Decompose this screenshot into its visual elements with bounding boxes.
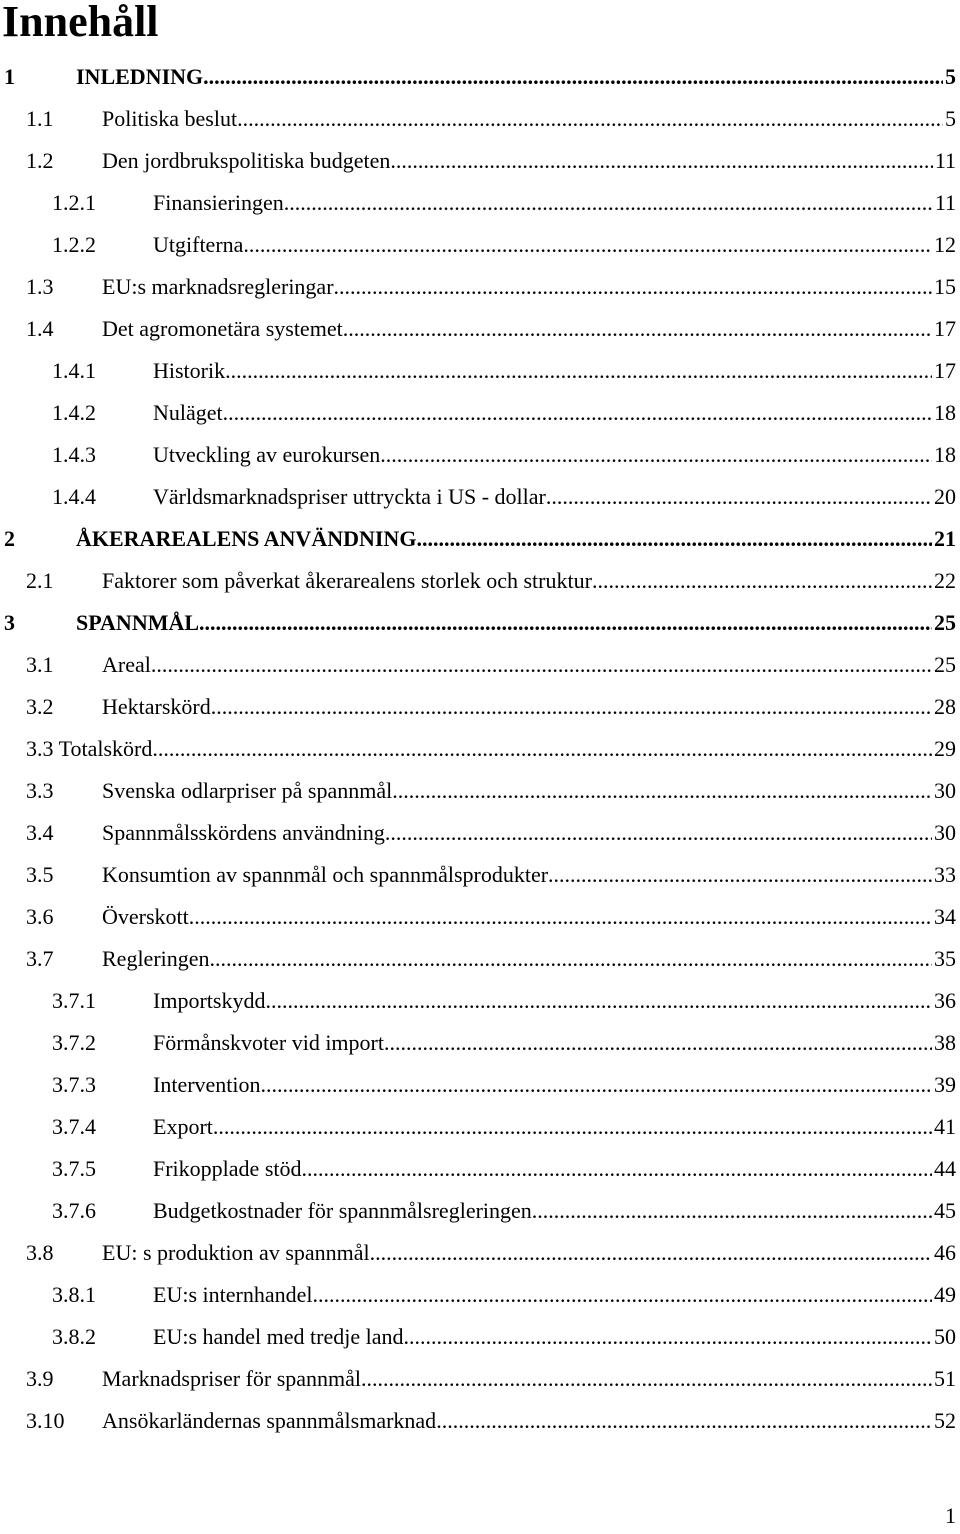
toc-entry-title[interactable]: Regleringen	[102, 946, 210, 971]
toc-dot-leader	[548, 854, 932, 896]
toc-entry-title[interactable]: Svenska odlarpriser på spannmål	[102, 778, 393, 803]
toc-dot-leader	[403, 1316, 932, 1358]
toc-entry[interactable]	[0, 1190, 960, 1232]
toc-entry-page: 20	[934, 484, 956, 509]
toc-dot-leader	[203, 56, 943, 98]
toc-dot-leader	[546, 476, 932, 518]
toc-entry-page: 12	[934, 232, 956, 257]
toc-entry-title[interactable]: EU: s produktion av spannmål	[102, 1240, 370, 1265]
toc-dot-leader	[151, 644, 932, 686]
toc-entry-number: 3.8.2	[52, 1324, 96, 1349]
toc-entry-page: 45	[934, 1198, 956, 1223]
toc-entry-title[interactable]: EU:s handel med tredje land	[153, 1324, 404, 1349]
table-of-contents	[0, 56, 960, 1442]
toc-entry-page: 39	[934, 1072, 956, 1097]
toc-entry-page: 38	[934, 1030, 956, 1055]
toc-entry-number: 1.4.4	[52, 484, 96, 509]
toc-entry-title[interactable]: Export	[153, 1114, 213, 1139]
toc-entry-number: 1.2.1	[52, 190, 96, 215]
toc-dot-leader	[189, 896, 932, 938]
toc-entry-page: 28	[934, 694, 956, 719]
toc-entry-page: 52	[934, 1408, 956, 1433]
toc-entry[interactable]	[0, 140, 960, 182]
toc-entry-number: 3	[4, 610, 15, 635]
toc-entry-number: 1.4	[26, 316, 54, 341]
toc-entry-number: 3.4	[26, 820, 54, 845]
toc-entry-number: 1.4.3	[52, 442, 96, 467]
toc-entry-title[interactable]: Areal	[102, 652, 151, 677]
toc-entry[interactable]	[0, 602, 960, 644]
toc-entry-number: 3.7	[26, 946, 54, 971]
toc-entry-title[interactable]: Nuläget	[153, 400, 223, 425]
toc-entry[interactable]	[0, 434, 960, 476]
toc-entry[interactable]	[0, 1064, 960, 1106]
toc-entry-page: 33	[934, 862, 956, 887]
toc-entry-page: 25	[934, 610, 956, 635]
toc-dot-leader	[384, 1022, 932, 1064]
toc-entry-title[interactable]: Hektarskörd	[102, 694, 211, 719]
toc-entry-page: 46	[934, 1240, 956, 1265]
toc-entry-title[interactable]: ÅKERAREALENS ANVÄNDNING	[76, 526, 417, 551]
toc-entry[interactable]	[0, 896, 960, 938]
toc-entry[interactable]	[0, 98, 960, 140]
toc-entry-number: 3.7.4	[52, 1114, 96, 1139]
toc-dot-leader	[380, 434, 932, 476]
toc-dot-leader	[361, 1358, 932, 1400]
toc-entry[interactable]	[0, 854, 960, 896]
toc-entry-page: 30	[934, 778, 956, 803]
toc-dot-leader	[199, 602, 932, 644]
toc-entry[interactable]	[0, 1358, 960, 1400]
toc-entry-title[interactable]: Budgetkostnader för spannmålsregleringen	[153, 1198, 532, 1223]
toc-entry[interactable]	[0, 224, 960, 266]
toc-entry-page: 17	[934, 358, 956, 383]
toc-entry-number: 3.3	[26, 778, 54, 803]
toc-entry-number: 1.2.2	[52, 232, 96, 257]
toc-dot-leader	[223, 392, 932, 434]
toc-dot-leader	[343, 308, 932, 350]
toc-entry-page: 30	[934, 820, 956, 845]
toc-entry[interactable]	[0, 182, 960, 224]
toc-entry[interactable]	[0, 644, 960, 686]
toc-entry-page: 21	[934, 526, 956, 551]
toc-entry-number: 3.2	[26, 694, 54, 719]
toc-entry-page: 5	[945, 64, 956, 89]
toc-entry-page: 17	[934, 316, 956, 341]
toc-entry-number: 3.7.1	[52, 988, 96, 1013]
toc-entry-number: 3.6	[26, 904, 54, 929]
toc-entry[interactable]	[0, 56, 960, 98]
toc-entry[interactable]	[0, 350, 960, 392]
toc-entry-page: 18	[934, 400, 956, 425]
toc-entry-title[interactable]: SPANNMÅL	[76, 610, 200, 635]
toc-dot-leader	[152, 728, 932, 770]
footer-page-number: 1	[945, 1503, 956, 1528]
toc-entry-number: 1.4.2	[52, 400, 96, 425]
toc-entry[interactable]	[0, 1232, 960, 1274]
toc-entry-page: 29	[934, 736, 956, 761]
toc-entry-page: 22	[934, 568, 956, 593]
toc-entry-page: 5	[945, 106, 956, 131]
toc-entry-title[interactable]: Konsumtion av spannmål och spannmålsprodukter	[102, 862, 549, 887]
toc-entry[interactable]	[0, 308, 960, 350]
toc-dot-leader	[243, 224, 932, 266]
toc-entry-number: 3.10	[26, 1408, 65, 1433]
toc-entry-title[interactable]: Importskydd	[153, 988, 266, 1013]
toc-dot-leader	[592, 560, 932, 602]
toc-entry[interactable]	[0, 980, 960, 1022]
toc-entry-number: 3.9	[26, 1366, 54, 1391]
toc-dot-leader	[416, 518, 932, 560]
toc-entry[interactable]	[0, 1022, 960, 1064]
toc-entry-number: 3.8	[26, 1240, 54, 1265]
toc-entry-page: 18	[934, 442, 956, 467]
toc-dot-leader	[390, 140, 932, 182]
toc-entry-number: 3.7.3	[52, 1072, 96, 1097]
toc-dot-leader	[385, 812, 932, 854]
toc-entry-title[interactable]: Ansökarländernas spannmålsmarknad	[102, 1408, 437, 1433]
toc-entry-number: 1.2	[26, 148, 54, 173]
toc-entry[interactable]	[0, 1316, 960, 1358]
page-title: Innehåll	[2, 0, 159, 46]
toc-entry-title[interactable]: Faktorer som påverkat åkerarealens storlek och struktur	[102, 568, 592, 593]
toc-entry-page: 50	[934, 1324, 956, 1349]
toc-dot-leader	[302, 1148, 933, 1190]
toc-entry-number: 2	[4, 526, 15, 551]
toc-entry-page: 15	[934, 274, 956, 299]
toc-entry-title[interactable]: INLEDNING	[76, 64, 204, 89]
toc-dot-leader	[213, 1106, 932, 1148]
toc-dot-leader	[237, 98, 943, 140]
toc-entry-page: 41	[934, 1114, 956, 1139]
toc-entry-title[interactable]: Det agromonetära systemet	[102, 316, 343, 341]
toc-entry-title[interactable]: Förmånskvoter vid import	[153, 1030, 384, 1055]
toc-entry[interactable]	[0, 1400, 960, 1442]
toc-entry-title[interactable]: Utgifterna	[153, 232, 244, 257]
toc-entry-number: 1.4.1	[52, 358, 96, 383]
toc-entry-page: 11	[934, 190, 956, 215]
toc-dot-leader	[334, 266, 932, 308]
toc-entry[interactable]	[0, 518, 960, 560]
toc-entry-title[interactable]: Intervention	[153, 1072, 261, 1097]
toc-entry-number: 3.7.5	[52, 1156, 96, 1181]
toc-entry-title[interactable]: Finansieringen	[153, 190, 284, 215]
toc-entry-title[interactable]: Utveckling av eurokursen	[153, 442, 381, 467]
toc-entry-page: 36	[934, 988, 956, 1013]
toc-entry-page: 51	[934, 1366, 956, 1391]
toc-dot-leader	[261, 1064, 932, 1106]
toc-entry[interactable]	[0, 1148, 960, 1190]
toc-entry-title[interactable]: Politiska beslut	[102, 106, 238, 131]
toc-entry[interactable]	[0, 560, 960, 602]
toc-entry-number: 3.5	[26, 862, 54, 887]
toc-dot-leader	[436, 1400, 932, 1442]
toc-dot-leader	[225, 350, 932, 392]
toc-entry[interactable]	[0, 1274, 960, 1316]
toc-entry-page: 25	[934, 652, 956, 677]
toc-entry-title[interactable]: EU:s marknadsregleringar	[102, 274, 334, 299]
toc-entry-title[interactable]: Spannmålsskördens användning	[102, 820, 385, 845]
toc-entry[interactable]	[0, 728, 960, 770]
toc-entry-title[interactable]: Överskott	[102, 904, 189, 929]
toc-entry[interactable]	[0, 938, 960, 980]
toc-dot-leader	[392, 770, 932, 812]
toc-entry-number: 1.1	[26, 106, 54, 131]
toc-entry-title[interactable]: Marknadspriser för spannmål	[102, 1366, 362, 1391]
toc-entry-title[interactable]: Den jordbrukspolitiska budgeten	[102, 148, 391, 173]
toc-entry-number: 1	[4, 64, 15, 89]
toc-entry-number: 3.7.6	[52, 1198, 96, 1223]
toc-entry[interactable]	[0, 266, 960, 308]
toc-dot-leader	[284, 182, 933, 224]
toc-entry[interactable]	[0, 392, 960, 434]
toc-entry-number: 1.3	[26, 274, 54, 299]
toc-entry-title[interactable]: Historik	[153, 358, 226, 383]
toc-dot-leader	[210, 938, 932, 980]
toc-dot-leader	[265, 980, 932, 1022]
toc-entry-title[interactable]: Världsmarknadspriser uttryckta i US - dollar	[153, 484, 546, 509]
toc-entry-title[interactable]: Frikopplade stöd	[153, 1156, 302, 1181]
toc-entry-page: 49	[934, 1282, 956, 1307]
toc-entry-title[interactable]: EU:s internhandel	[153, 1282, 313, 1307]
toc-entry[interactable]	[0, 476, 960, 518]
toc-entry[interactable]	[0, 686, 960, 728]
toc-entry-page: 11	[934, 148, 956, 173]
toc-dot-leader	[211, 686, 932, 728]
toc-entry-number: 3.8.1	[52, 1282, 96, 1307]
toc-entry-page: 34	[934, 904, 956, 929]
toc-entry-number: 2.1	[26, 568, 54, 593]
toc-entry[interactable]	[0, 770, 960, 812]
toc-dot-leader	[312, 1274, 932, 1316]
toc-entry[interactable]	[0, 1106, 960, 1148]
toc-entry-page: 35	[934, 946, 956, 971]
toc-entry[interactable]	[0, 812, 960, 854]
toc-entry-page: 44	[934, 1156, 956, 1181]
toc-dot-leader	[532, 1190, 932, 1232]
toc-entry-title[interactable]: 3.3 Totalskörd	[26, 736, 153, 761]
toc-entry-number: 3.1	[26, 652, 54, 677]
toc-entry-number: 3.7.2	[52, 1030, 96, 1055]
toc-dot-leader	[370, 1232, 932, 1274]
